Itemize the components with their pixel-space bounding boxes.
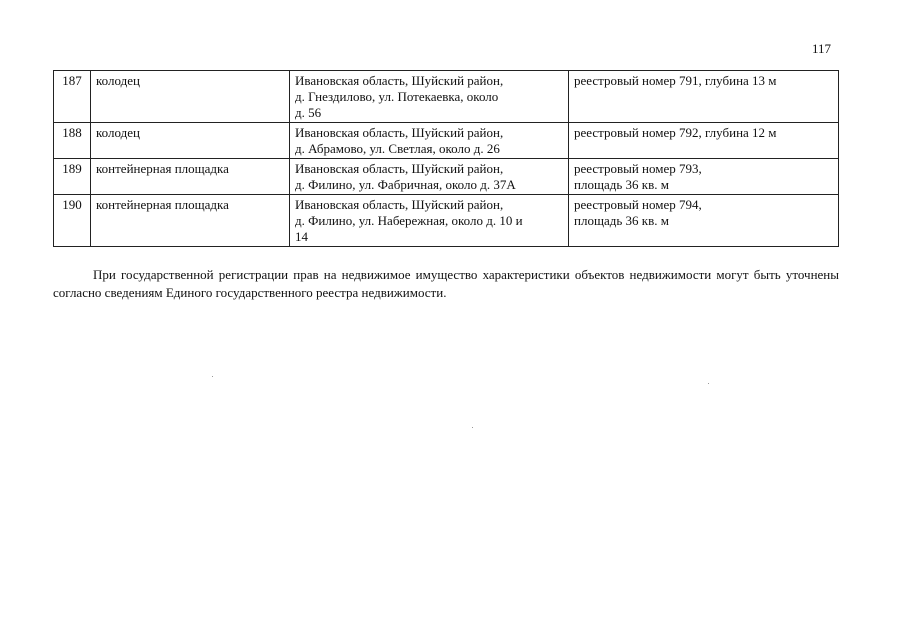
address-line: Ивановская область, Шуйский район, — [295, 73, 504, 88]
address-cell — [290, 159, 569, 195]
characteristics-cell — [569, 71, 839, 123]
address-line: д. 56 — [295, 105, 322, 120]
characteristics-line: площадь 36 кв. м — [574, 177, 669, 192]
table-body — [54, 71, 839, 247]
characteristics-line: реестровый номер 792, глубина 12 м — [574, 125, 777, 140]
address-line: Ивановская область, Шуйский район, — [295, 125, 504, 140]
table-row — [54, 195, 839, 247]
address-cell — [290, 123, 569, 159]
table-row — [54, 159, 839, 195]
row-number-cell: 187 — [54, 71, 91, 123]
table-row — [54, 123, 839, 159]
address-line: д. Абрамово, ул. Светлая, около д. 26 — [295, 141, 500, 156]
characteristics-cell — [569, 123, 839, 159]
address-cell — [290, 195, 569, 247]
characteristics-line: реестровый номер 793, — [574, 161, 702, 176]
scan-speck — [212, 376, 213, 377]
row-number-cell: 188 — [54, 123, 91, 159]
registration-note: При государственной регистрации прав на недвижимое имущество характеристики объектов недвижимости могут быть уточнены согласно сведениям Единого государственного реестра недвижимости. — [53, 267, 839, 300]
characteristics-cell — [569, 159, 839, 195]
characteristics-cell — [569, 195, 839, 247]
address-line: Ивановская область, Шуйский район, — [295, 161, 504, 176]
address-cell — [290, 71, 569, 123]
object-name-cell: контейнерная площадка — [91, 195, 290, 247]
row-number-cell: 190 — [54, 195, 91, 247]
page-number: 117 — [812, 41, 832, 56]
characteristics-line: площадь 36 кв. м — [574, 213, 669, 228]
address-line: д. Филино, ул. Фабричная, около д. 37А — [295, 177, 516, 192]
object-name-cell: колодец — [91, 123, 290, 159]
row-number-cell: 189 — [54, 159, 91, 195]
address-line: д. Филино, ул. Набережная, около д. 10 и — [295, 213, 523, 228]
address-line: 14 — [295, 229, 308, 244]
property-table — [53, 70, 839, 247]
characteristics-line: реестровый номер 791, глубина 13 м — [574, 73, 777, 88]
object-name-cell: контейнерная площадка — [91, 159, 290, 195]
characteristics-line: реестровый номер 794, — [574, 197, 702, 212]
table-row — [54, 71, 839, 123]
object-name-cell: колодец — [91, 71, 290, 123]
scan-speck — [472, 427, 473, 428]
scan-speck — [708, 383, 709, 384]
address-line: Ивановская область, Шуйский район, — [295, 197, 504, 212]
address-line: д. Гнездилово, ул. Потекаевка, около — [295, 89, 499, 104]
